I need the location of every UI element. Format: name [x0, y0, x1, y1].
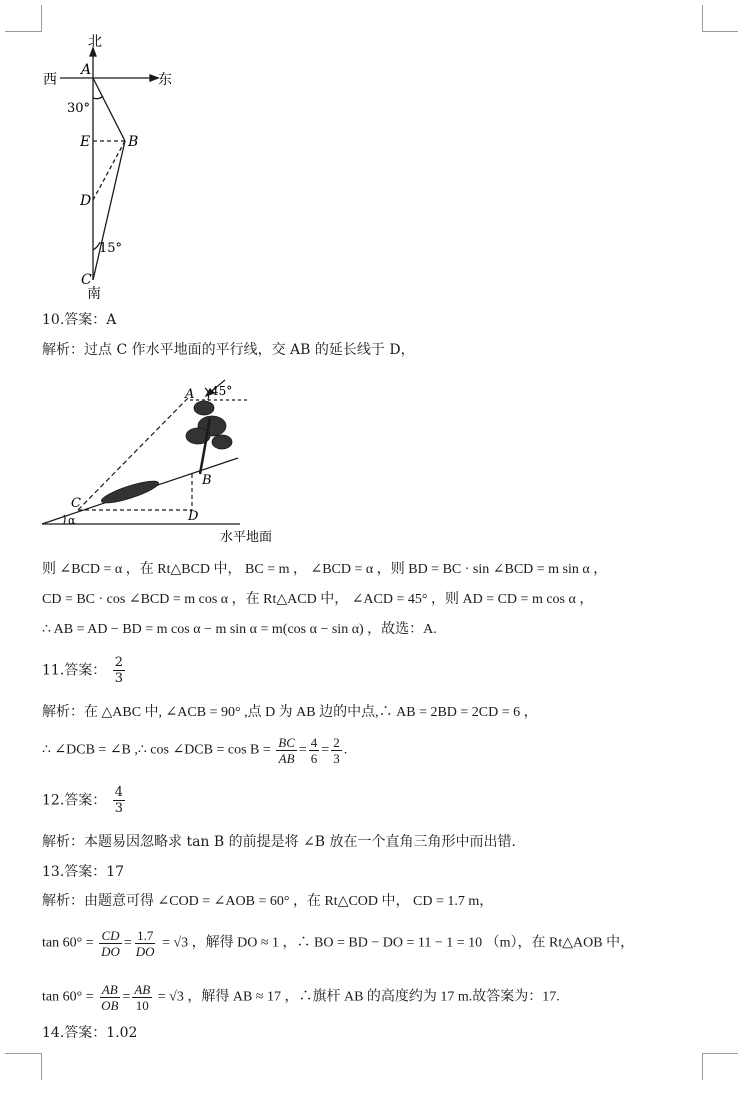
- q11-f1-numerator: BC: [278, 735, 295, 750]
- q13-analysis-line-3: tan 60° = $\frac{AB}{OB}$ = $\frac{AB}{10}$ = √3 ，解得 AB ≈ 17 ，∴旗杆 AB 的高度约为 17 m.故答案为：17.: [42, 982, 560, 1013]
- q13-l3-fraction-ab-ob: [99, 982, 120, 1013]
- q13-l3-f2-numerator: AB: [134, 982, 151, 997]
- q13-l2-fraction-17-do: [134, 928, 157, 959]
- q13-l2-suffix: = √3 ，解得 DO ≈ 1 ，∴ BO = BD − DO = 11 − 1 = 10 （m），在 Rt△AOB 中，: [162, 935, 635, 951]
- q13-l3-f2-denominator: 10: [135, 998, 149, 1013]
- alpha-label: α: [68, 514, 76, 527]
- q11-f2-numerator: 4: [310, 735, 318, 750]
- corner-mark-bottom-right: [702, 1053, 738, 1080]
- point-d-label: D: [80, 193, 92, 209]
- q13-l3-prefix: tan 60° =: [42, 989, 94, 1005]
- q13-answer: 13.答案：17: [42, 864, 125, 880]
- q11-analysis-line-2: ∴ ∠DCB = ∠B ,∴ cos ∠DCB = cos B = $\frac{BC}{AB}$ = $\frac{4}{6}$ = $\frac{2}{3}$ .: [42, 735, 348, 766]
- q11-answer-numerator: 2: [114, 655, 123, 670]
- q10-analysis-text: 过点 C 作水平地面的平行线，交 AB 的延长线于 D，: [84, 342, 415, 358]
- point-c-label: C: [81, 272, 92, 288]
- q13-analysis-line-2: tan 60° = $\frac{CD}{DO}$ = $\frac{1.7}{DO}$ = √3 ，解得 DO ≈ 1 ，∴ BO = BD − DO = 11 − 1 = 10 （m），在 Rt△AOB 中，: [42, 928, 635, 959]
- point-d-label: D: [188, 509, 199, 524]
- q10-analysis-label: 解析：: [42, 342, 84, 358]
- corner-mark-bottom-left: [5, 1053, 42, 1080]
- point-a-label: A: [81, 62, 92, 78]
- q10-solution-line-3: ∴ AB = AD − BD = m cos α − m sin α = m(cos α − sin α) ，故选：A.: [42, 622, 437, 637]
- q11-f3-denominator: 3: [333, 751, 340, 766]
- q10-solution-line-2: CD = BC · cos ∠BCD = m cos α ，在 Rt△ACD 中， ∠ACD = 45° ，则 AD = CD = m cos α ，: [42, 592, 594, 607]
- q13-l2-f2-numerator: 1.7: [137, 928, 154, 943]
- point-a-label: A: [185, 387, 195, 402]
- north-label: 北: [88, 34, 102, 50]
- q11-f3-numerator: 2: [333, 735, 340, 750]
- q11-f2-denominator: 6: [310, 751, 318, 766]
- corner-mark-top-right: [702, 5, 738, 32]
- q10-solution-line-1: 则 ∠BCD = α ，在 Rt△BCD 中， BC = m ， ∠BCD = α ，则 BD = BC · sin ∠BCD = m sin α ，: [42, 562, 608, 577]
- q13-l2-f2-denominator: DO: [135, 944, 155, 959]
- point-c-label: C: [71, 496, 81, 511]
- q11-answer-denominator: 3: [114, 671, 123, 686]
- q13-l3-f1-denominator: OB: [101, 998, 119, 1013]
- q12-answer-fraction: [113, 785, 125, 816]
- angle-45-label: 45°: [211, 384, 233, 398]
- q12-answer: [42, 785, 127, 816]
- east-label: 东: [158, 72, 172, 88]
- q11-f1-denominator: AB: [278, 751, 295, 766]
- q11-answer: [42, 655, 127, 686]
- compass-diagram: [30, 28, 190, 304]
- q13-analysis-line-1: 解析：由题意可得 ∠COD = ∠AOB = 60° ，在 Rt△COD 中， CD = 1.7 m，: [42, 894, 494, 909]
- q13-l3-fraction-ab-10: [132, 982, 152, 1013]
- q13-l3-suffix: = √3 ，解得 AB ≈ 17 ，∴旗杆 AB 的高度约为 17 m.故答案为：17.: [157, 989, 560, 1005]
- ground-label: 水平地面: [220, 530, 273, 545]
- tree-slope-diagram: [40, 378, 290, 548]
- south-label: 南: [87, 286, 101, 302]
- q12-analysis: 解析：本题易因忽略求 tan B 的前提是将 ∠B 放在一个直角三角形中而出错.: [42, 834, 516, 850]
- west-label: 西: [43, 72, 57, 88]
- point-b-label: B: [202, 473, 212, 488]
- q10-analysis: [42, 340, 415, 360]
- q12-answer-denominator: 3: [114, 801, 123, 816]
- point-e-label: E: [80, 134, 91, 150]
- q13-l2-f1-numerator: CD: [101, 928, 120, 943]
- q13-l2-fraction-cd-do: [99, 928, 122, 959]
- q11-analysis-line-1: 解析：在 △ABC 中, ∠ACB = 90° ,点 D 为 AB 边的中点,∴ AB = 2BD = 2CD = 6 ，: [42, 705, 538, 720]
- q11-fraction-2-3: [331, 735, 342, 766]
- q11-fraction-bc-ab: [276, 735, 297, 766]
- q12-answer-label: 12.答案：: [42, 792, 107, 809]
- angle-15-label: 15°: [99, 241, 123, 256]
- q11-line2-prefix: ∴ ∠DCB = ∠B ,∴ cos ∠DCB = cos B =: [42, 742, 271, 758]
- q10-answer: 10.答案：A: [42, 312, 117, 328]
- angle-30-label: 30°: [67, 101, 91, 116]
- q13-l3-f1-numerator: AB: [101, 982, 118, 997]
- q11-answer-label: 11.答案：: [42, 662, 107, 679]
- q13-l2-f1-denominator: DO: [101, 944, 120, 959]
- q11-fraction-4-6: [309, 735, 320, 766]
- q13-l2-prefix: tan 60° =: [42, 935, 94, 951]
- q11-answer-fraction: [113, 655, 125, 686]
- q12-answer-numerator: 4: [114, 785, 123, 800]
- q14-answer: 14.答案：1.02: [42, 1025, 138, 1041]
- point-b-label: B: [128, 134, 139, 150]
